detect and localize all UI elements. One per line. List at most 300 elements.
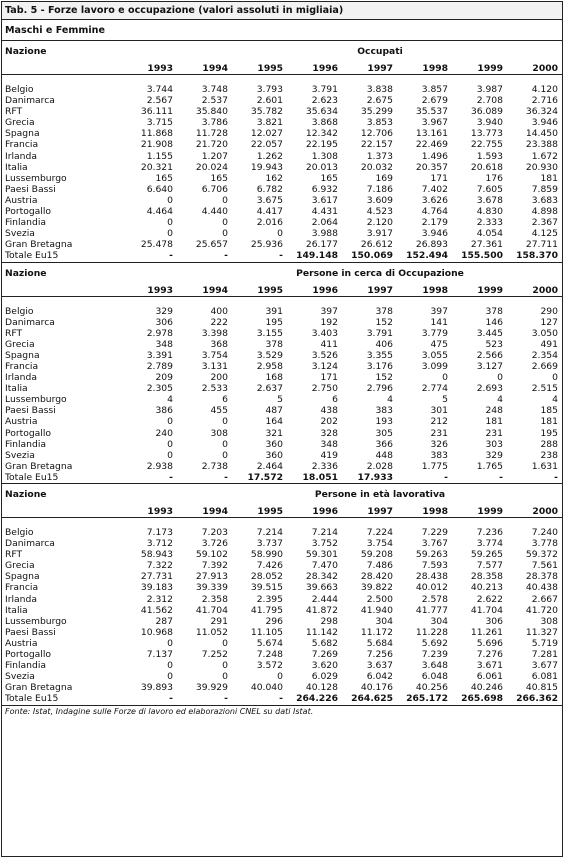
table-row (2, 582, 562, 593)
table-row (2, 339, 562, 350)
table-cell: 11.105 (250, 626, 283, 638)
table-cell: 3.648 (421, 660, 448, 672)
table-cell: 5 (442, 394, 448, 406)
country-name: Portogallo (5, 206, 52, 218)
table-cell: 397 (320, 305, 338, 317)
total-cell: - (122, 250, 177, 262)
table-cell: 7.173 (146, 527, 173, 538)
table-cell: 1.155 (146, 150, 173, 162)
table-cell: 5.682 (311, 637, 338, 649)
table-cell: 11.228 (415, 626, 448, 638)
table-cell: 202 (320, 416, 338, 428)
total-cell: - (507, 472, 562, 484)
table-row (2, 206, 562, 217)
table-cell: 7.605 (476, 183, 503, 195)
table-page (1, 1, 563, 857)
table-cell: 3.793 (256, 84, 283, 95)
table-cell: 3.391 (146, 349, 173, 361)
table-cell: 19.943 (250, 161, 283, 173)
table-cell: 20.321 (140, 161, 173, 173)
table-cell: 181 (485, 416, 503, 428)
table-cell: 41.562 (140, 604, 173, 616)
table-cell: 7.392 (201, 560, 228, 572)
total-cell: 155.500 (452, 250, 507, 262)
table-cell: 22.057 (250, 139, 283, 151)
table-cell: 0 (167, 449, 173, 461)
table-cell: 2.305 (146, 383, 173, 395)
table-cell: 2.367 (531, 217, 558, 229)
table-cell: 7.593 (421, 560, 448, 572)
table-cell: 7.240 (531, 527, 558, 538)
table-cell: 3.678 (476, 194, 503, 206)
year-header: 2000 (507, 506, 562, 518)
table-row (2, 317, 562, 328)
year-header: 1994 (177, 63, 232, 75)
table-cell: 36.324 (525, 106, 558, 118)
country-name: Svezia (5, 671, 35, 683)
table-cell: 2.395 (256, 593, 283, 605)
country-name: Austria (5, 416, 38, 428)
table-cell: 41.872 (305, 604, 338, 616)
year-header: 1994 (177, 285, 232, 297)
table-row (2, 228, 562, 239)
total-cell: 266.362 (507, 693, 562, 705)
table-cell: 2.354 (531, 349, 558, 361)
table-cell: 0 (222, 416, 228, 428)
table-cell: 248 (485, 405, 503, 417)
country-name: Spagna (5, 571, 40, 583)
table-cell: 26.893 (415, 239, 448, 251)
table-cell: 10.968 (140, 626, 173, 638)
table-cell: 0 (277, 671, 283, 683)
total-cell: - (232, 250, 287, 262)
table-cell: 58.943 (140, 549, 173, 561)
country-name: Gran Bretagna (5, 239, 73, 251)
table-cell: 3.617 (311, 194, 338, 206)
table-row (2, 439, 562, 450)
table-cell: 5.696 (476, 637, 503, 649)
table-cell: 39.339 (195, 582, 228, 594)
table-cell: 523 (485, 338, 503, 350)
table-cell: 12.342 (305, 128, 338, 140)
table-cell: 383 (375, 405, 393, 417)
table-cell: 6.048 (421, 671, 448, 683)
table-cell: 4.830 (476, 206, 503, 218)
table-cell: 7.203 (201, 527, 228, 538)
table-cell: 491 (540, 338, 558, 350)
table-cell: 41.704 (195, 604, 228, 616)
table-cell: 2.958 (256, 360, 283, 372)
table-cell: 3.155 (256, 327, 283, 339)
table-cell: 59.265 (470, 549, 503, 561)
table-cell: 27.361 (470, 239, 503, 251)
table-cell: 7.229 (421, 527, 448, 538)
table-cell: 193 (375, 416, 393, 428)
table-cell: 7.402 (421, 183, 448, 195)
table-cell: 298 (320, 615, 338, 627)
table-cell: 59.208 (360, 549, 393, 561)
table-cell: 25.657 (195, 239, 228, 251)
table-cell: 20.024 (195, 161, 228, 173)
table-cell: 1.308 (311, 150, 338, 162)
table-cell: 12.027 (250, 128, 283, 140)
table-cell: 195 (540, 427, 558, 439)
table-cell: 11.142 (305, 626, 338, 638)
table-cell: 0 (277, 228, 283, 240)
year-header: 1995 (232, 63, 287, 75)
total-cell: 18.051 (287, 472, 342, 484)
table-cell: 2.016 (256, 217, 283, 229)
table-cell: 348 (320, 438, 338, 450)
table-cell: 2.789 (146, 360, 173, 372)
nation-header: Nazione (5, 46, 47, 57)
year-header: 1997 (342, 285, 397, 297)
table-cell: 4.440 (201, 206, 228, 218)
table-row (2, 560, 562, 571)
table-cell: 164 (265, 416, 283, 428)
table-cell: 3.791 (366, 327, 393, 339)
year-header: 1993 (122, 63, 177, 75)
section-title: Occupati (357, 46, 403, 57)
year-header: 1996 (287, 63, 342, 75)
table-cell: 3.176 (366, 360, 393, 372)
table-cell: 7.281 (531, 649, 558, 661)
table-cell: 3.124 (311, 360, 338, 372)
table-cell: 2.774 (421, 383, 448, 395)
table-cell: 0 (222, 637, 228, 649)
table-cell: 378 (375, 305, 393, 317)
source-note: Fonte: Istat, Indagine sulle Forze di lavoro ed elaborazioni CNEL su dati Istat. (5, 706, 314, 716)
table-cell: 41.720 (525, 604, 558, 616)
table-cell: 386 (155, 405, 173, 417)
table-row (2, 106, 562, 117)
table-cell: 2.623 (311, 95, 338, 107)
table-cell: 35.537 (415, 106, 448, 118)
table-cell: 7.236 (476, 527, 503, 538)
table-cell: 411 (320, 338, 338, 350)
country-name: Francia (5, 139, 39, 151)
table-cell: 231 (430, 427, 448, 439)
table-cell: 304 (375, 615, 393, 627)
table-cell: 448 (375, 449, 393, 461)
table-cell: 2.796 (366, 383, 393, 395)
table-cell: 231 (485, 427, 503, 439)
table-cell: 7.269 (311, 649, 338, 661)
year-header: 1998 (397, 63, 452, 75)
country-name: Paesi Bassi (5, 405, 56, 417)
table-cell: 27.711 (525, 239, 558, 251)
year-header: 1994 (177, 506, 232, 518)
table-cell: 26.612 (360, 239, 393, 251)
table-cell: 3.609 (366, 194, 393, 206)
table-cell: 6 (332, 394, 338, 406)
table-cell: 3.767 (421, 538, 448, 550)
table-sections (2, 41, 562, 706)
table-cell: 326 (430, 438, 448, 450)
table-cell: 3.626 (421, 194, 448, 206)
year-header: 1996 (287, 506, 342, 518)
table-cell: 3.737 (256, 538, 283, 550)
table-row (2, 549, 562, 560)
country-name: Danimarca (5, 316, 55, 328)
table-cell: 11.868 (140, 128, 173, 140)
country-name: Spagna (5, 128, 40, 140)
table-cell: 40.438 (525, 582, 558, 594)
table-caption: Tab. 5 - Forze lavoro e occupazione (valori assoluti in migliaia) (2, 2, 562, 20)
year-header: 1997 (342, 63, 397, 75)
table-cell: 35.782 (250, 106, 283, 118)
table-row (2, 372, 562, 383)
table-cell: 40.128 (305, 682, 338, 694)
country-name: Gran Bretagna (5, 460, 73, 472)
table-row (2, 162, 562, 173)
table-cell: 3.131 (201, 360, 228, 372)
country-name: Italia (5, 604, 28, 616)
table-row (2, 361, 562, 372)
table-cell: 2.064 (311, 217, 338, 229)
table-cell: 4.054 (476, 228, 503, 240)
total-cell: 17.933 (342, 472, 397, 484)
table-cell: 301 (430, 405, 448, 417)
table-cell: 58.990 (250, 549, 283, 561)
table-cell: 0 (167, 228, 173, 240)
country-name: Irlanda (5, 593, 37, 605)
year-header: 1999 (452, 506, 507, 518)
table-cell: 25.936 (250, 239, 283, 251)
table-cell: 3.355 (366, 349, 393, 361)
table-cell: 39.183 (140, 582, 173, 594)
table-cell: 3.868 (311, 117, 338, 129)
year-header: 1993 (122, 506, 177, 518)
table-row (2, 328, 562, 339)
table-cell: 4.431 (311, 206, 338, 218)
table-cell: 2.938 (146, 460, 173, 472)
table-cell: 2.537 (201, 95, 228, 107)
table-cell: 306 (155, 316, 173, 328)
table-cell: 308 (210, 427, 228, 439)
table-subtitle: Maschi e Femmine (2, 20, 562, 41)
table-cell: 5.719 (531, 637, 558, 649)
table-row (2, 416, 562, 427)
table-cell: 20.930 (525, 161, 558, 173)
table-cell: 40.176 (360, 682, 393, 694)
nation-header: Nazione (5, 267, 47, 279)
total-cell: 265.172 (397, 693, 452, 705)
table-cell: 291 (210, 615, 228, 627)
table-cell: 3.744 (146, 84, 173, 95)
table-cell: 6.061 (476, 671, 503, 683)
country-name: Irlanda (5, 150, 37, 162)
table-cell: 455 (210, 405, 228, 417)
table-cell: 3.637 (366, 660, 393, 672)
total-cell: - (177, 250, 232, 262)
table-cell: 2.566 (476, 349, 503, 361)
table-cell: 36.111 (140, 106, 173, 118)
table-cell: 0 (222, 194, 228, 206)
year-header: 2000 (507, 63, 562, 75)
table-cell: 165 (210, 172, 228, 184)
table-cell: 305 (375, 427, 393, 439)
table-cell: 6 (222, 394, 228, 406)
table-cell: 2.622 (476, 593, 503, 605)
table-cell: 3.529 (256, 349, 283, 361)
table-cell: 14.450 (525, 128, 558, 140)
table-row (2, 538, 562, 549)
table-cell: 3.620 (311, 660, 338, 672)
table-cell: 2.028 (366, 460, 393, 472)
table-row (2, 527, 562, 538)
table-cell: 3.778 (531, 538, 558, 550)
country-name: Danimarca (5, 538, 55, 550)
table-cell: 3.675 (256, 194, 283, 206)
table-row (2, 117, 562, 128)
table-cell: 11.728 (195, 128, 228, 140)
table-cell: 2.120 (366, 217, 393, 229)
table-cell: 222 (210, 316, 228, 328)
table-cell: 0 (552, 372, 558, 384)
table-cell: 3.940 (476, 117, 503, 129)
table-cell: 6.932 (311, 183, 338, 195)
table-row (2, 450, 562, 461)
country-name: Danimarca (5, 95, 55, 107)
table-cell: 1.672 (531, 150, 558, 162)
nation-header: Nazione (5, 489, 47, 500)
table-cell: 169 (375, 172, 393, 184)
table-cell: 2.179 (421, 217, 448, 229)
table-cell: 2.738 (201, 460, 228, 472)
table-cell: 3.050 (531, 327, 558, 339)
table-cell: 3.786 (201, 117, 228, 129)
table-cell: 7.561 (531, 560, 558, 572)
table-cell: 7.322 (146, 560, 173, 572)
country-name: Francia (5, 582, 39, 594)
table-cell: 2.675 (366, 95, 393, 107)
year-header: 1997 (342, 506, 397, 518)
table-cell: 12.706 (360, 128, 393, 140)
section-table (2, 263, 562, 485)
country-name: RFT (5, 549, 23, 561)
total-row (2, 693, 562, 705)
table-cell: 11.052 (195, 626, 228, 638)
table-cell: 20.618 (470, 161, 503, 173)
table-cell: 2.601 (256, 95, 283, 107)
table-cell: 296 (265, 615, 283, 627)
table-cell: 171 (430, 172, 448, 184)
table-row (2, 95, 562, 106)
table-cell: 40.246 (470, 682, 503, 694)
table-cell: 6.042 (366, 671, 393, 683)
table-cell: 4.120 (531, 84, 558, 95)
table-cell: 171 (320, 372, 338, 384)
country-name: Lussemburgo (5, 394, 67, 406)
table-cell: 2.669 (531, 360, 558, 372)
table-cell: 3.967 (421, 117, 448, 129)
country-name: Austria (5, 637, 38, 649)
table-row (2, 428, 562, 439)
country-name: Belgio (5, 84, 34, 95)
table-cell: 1.593 (476, 150, 503, 162)
table-row (2, 605, 562, 616)
table-cell: 1.496 (421, 150, 448, 162)
table-row (2, 217, 562, 228)
table-cell: 27.731 (140, 571, 173, 583)
country-name: Austria (5, 194, 38, 206)
table-cell: 181 (540, 172, 558, 184)
table-cell: 39.893 (140, 682, 173, 694)
table-row (2, 682, 562, 693)
table-row (2, 383, 562, 394)
table-cell: 0 (222, 671, 228, 683)
table-cell: 13.773 (470, 128, 503, 140)
year-header: 1998 (397, 506, 452, 518)
table-cell: 200 (210, 372, 228, 384)
table-cell: 39.663 (305, 582, 338, 594)
table-cell: 3.748 (201, 84, 228, 95)
table-cell: 378 (265, 338, 283, 350)
country-name: Portogallo (5, 649, 52, 661)
table-cell: 4.417 (256, 206, 283, 218)
table-cell: 168 (265, 372, 283, 384)
table-cell: 7.252 (201, 649, 228, 661)
table-cell: 2.679 (421, 95, 448, 107)
table-cell: 59.301 (305, 549, 338, 561)
table-row (2, 571, 562, 582)
table-cell: 7.859 (531, 183, 558, 195)
table-row (2, 195, 562, 206)
country-name: Gran Bretagna (5, 682, 73, 694)
table-row (2, 649, 562, 660)
table-cell: 368 (210, 338, 228, 350)
table-cell: 21.908 (140, 139, 173, 151)
table-cell: 3.099 (421, 360, 448, 372)
table-cell: 2.515 (531, 383, 558, 395)
table-cell: 7.276 (476, 649, 503, 661)
table-cell: 288 (540, 438, 558, 450)
table-cell: 7.224 (366, 527, 393, 538)
table-cell: 165 (320, 172, 338, 184)
country-name: Lussemburgo (5, 615, 67, 627)
country-name: Finlandia (5, 217, 47, 229)
table-cell: 13.161 (415, 128, 448, 140)
table-cell: 2.978 (146, 327, 173, 339)
year-header: 1995 (232, 285, 287, 297)
section-title: Persone in cerca di Occupazione (296, 267, 464, 279)
table-row (2, 594, 562, 605)
table-cell: 2.750 (311, 383, 338, 395)
table-cell: 360 (265, 438, 283, 450)
table-cell: 28.420 (360, 571, 393, 583)
table-cell: 3.774 (476, 538, 503, 550)
table-cell: 3.946 (531, 117, 558, 129)
table-row (2, 84, 562, 95)
table-row (2, 638, 562, 649)
table-cell: 303 (485, 438, 503, 450)
table-row (2, 671, 562, 682)
table-cell: 4 (552, 394, 558, 406)
table-cell: 0 (222, 228, 228, 240)
table-cell: 287 (155, 615, 173, 627)
table-cell: 6.706 (201, 183, 228, 195)
country-name: Belgio (5, 527, 34, 538)
table-cell: 141 (430, 316, 448, 328)
total-cell: - (177, 693, 232, 705)
total-cell: 264.226 (287, 693, 342, 705)
table-cell: 3.398 (201, 327, 228, 339)
table-cell: 0 (497, 372, 503, 384)
country-name: Svezia (5, 449, 35, 461)
table-cell: 3.821 (256, 117, 283, 129)
table-cell: 40.040 (250, 682, 283, 694)
